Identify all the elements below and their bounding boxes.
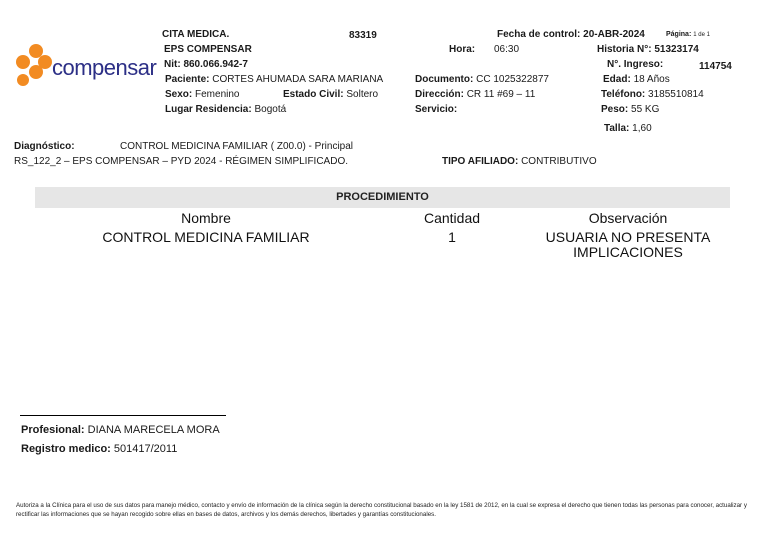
lugar-residencia-value: Bogotá — [254, 104, 287, 115]
procedure-observacion-line-2: IMPLICACIONES — [573, 244, 683, 260]
edad-value: 18 Años — [633, 74, 670, 85]
compensar-logo — [15, 42, 155, 94]
direccion-field — [415, 89, 535, 101]
historia-value: 51323174 — [654, 44, 699, 55]
peso-label: Peso: — [601, 104, 629, 115]
procedure-nombre-cell: CONTROL MEDICINA FAMILIAR — [102, 229, 310, 245]
tipo-afiliado-field — [442, 156, 597, 168]
ingreso-value: 114754 — [699, 61, 732, 72]
direccion-value: CR 11 #69 – 11 — [466, 89, 536, 100]
procedimiento-title: PROCEDIMIENTO — [336, 191, 429, 203]
compensar-logo-wordmark: compensar — [52, 55, 157, 80]
column-header-observacion: Observación — [588, 210, 668, 226]
fecha-control-label: Fecha de control: — [497, 29, 581, 40]
talla-field — [604, 123, 652, 135]
tipo-afiliado-value: CONTRIBUTIVO — [521, 156, 597, 167]
talla-label: Talla: — [604, 123, 630, 134]
peso-field — [601, 104, 659, 116]
paciente-field — [165, 74, 383, 86]
documento-label: Documento: — [415, 74, 474, 85]
hora-value: 06:30 — [494, 44, 520, 55]
edad-field — [603, 74, 670, 86]
registro-medico-label: Registro medico: — [21, 443, 111, 455]
pagina-value: 1 de 1 — [693, 32, 710, 38]
cita-number: 83319 — [349, 30, 377, 41]
procedure-observacion-line-1: USUARIA NO PRESENTA — [545, 229, 711, 245]
servicio-label: Servicio: — [415, 104, 458, 115]
signature-line — [20, 415, 226, 416]
fecha-control-field — [497, 29, 645, 41]
ingreso-label: N°. Ingreso: — [607, 59, 664, 70]
historia-label: Historia N°: — [597, 44, 652, 55]
document-title: CITA MEDICA. — [162, 29, 230, 40]
diagnostico-label: Diagnóstico: — [14, 141, 75, 152]
documento-value: CC 1025322877 — [476, 74, 549, 85]
privacy-disclaimer: Autoriza a la Clínica para el uso de sus datos para manejo médico, contacto y envío de información de la clínica según la derecho constitucional basado en la ley 1581 de 2012, en la cual se expresa el derecho que tienen todas las personas para conocer, actualizar y rectificar las informaciones que se hayan recogido sobre ellas en bases de datos, archivos y los demás derechos, libertades y garantías constitucionales. — [16, 502, 747, 518]
talla-value: 1,60 — [632, 123, 652, 134]
diagnostico-value: CONTROL MEDICINA FAMILIAR ( Z00.0) - Principal — [120, 141, 354, 152]
profesional-label: Profesional: — [21, 424, 85, 436]
nit: Nit: 860.066.942-7 — [164, 59, 248, 70]
column-header-cantidad: Cantidad — [423, 210, 481, 226]
pagina-field — [666, 31, 710, 38]
pagina-label: Página: — [666, 31, 692, 38]
historia-field — [597, 44, 699, 56]
procedimiento-header-bar — [35, 187, 730, 208]
hora-label: Hora: — [449, 44, 476, 55]
regimen-text: RS_122_2 – EPS COMPENSAR – PYD 2024 - RÉGIMEN SIMPLIFICADO. — [14, 156, 349, 167]
telefono-value: 3185510814 — [648, 89, 704, 100]
paciente-label: Paciente: — [165, 74, 210, 85]
estado-civil-field — [283, 89, 378, 101]
column-header-nombre: Nombre — [181, 210, 231, 226]
estado-civil-label: Estado Civil: — [283, 89, 344, 100]
lugar-residencia-field — [165, 104, 286, 116]
registro-medico-value: 501417/2011 — [113, 443, 178, 455]
telefono-label: Teléfono: — [601, 89, 646, 100]
registro-medico-field — [21, 443, 177, 455]
paciente-value: CORTES AHUMADA SARA MARIANA — [212, 74, 384, 85]
procedure-cantidad-cell: 1 — [448, 229, 456, 245]
direccion-label: Dirección: — [415, 89, 464, 100]
lugar-residencia-label: Lugar Residencia: — [165, 104, 252, 115]
compensar-logo-mark-icon — [15, 42, 55, 94]
telefono-field — [601, 89, 704, 101]
sexo-field — [165, 89, 239, 101]
documento-field — [415, 74, 549, 86]
tipo-afiliado-label: TIPO AFILIADO: — [442, 156, 519, 167]
edad-label: Edad: — [603, 74, 631, 85]
peso-value: 55 KG — [631, 104, 660, 115]
profesional-field — [21, 424, 220, 436]
sexo-label: Sexo: — [165, 89, 193, 100]
profesional-value: DIANA MARECELA MORA — [87, 424, 220, 436]
sexo-value: Femenino — [195, 89, 240, 100]
entity-name: EPS COMPENSAR — [164, 44, 252, 55]
fecha-control-value: 20-ABR-2024 — [583, 29, 645, 40]
estado-civil-value: Soltero — [346, 89, 379, 100]
